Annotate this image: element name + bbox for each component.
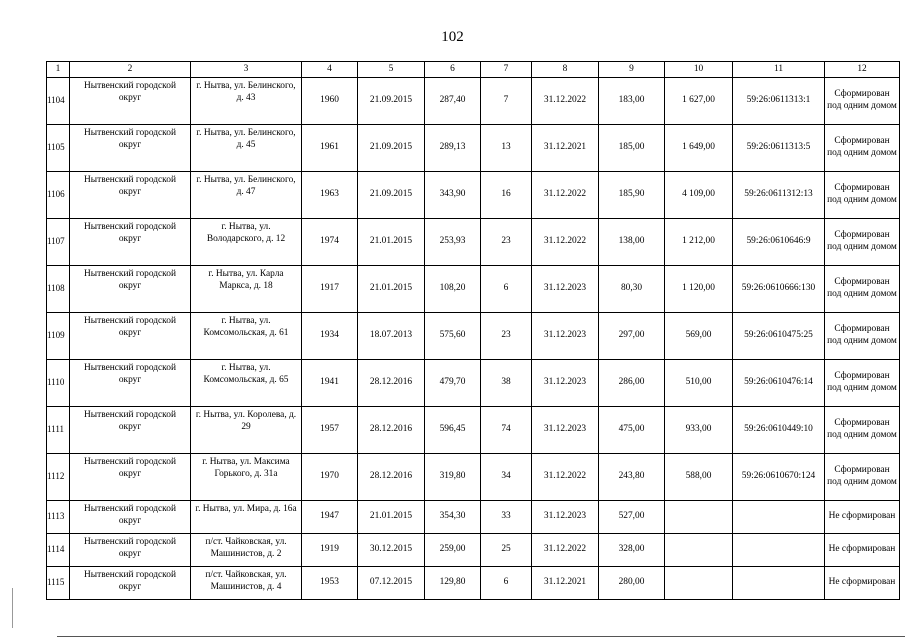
municipality-cell: Нытвенский городской округ: [70, 313, 191, 360]
address-cell: г. Нытва, ул. Мира, д. 16а: [191, 501, 302, 534]
table-row: [47, 360, 900, 407]
row-number-cell: 1112: [47, 454, 70, 501]
resettlement-date-cell: 31.12.2022: [532, 78, 599, 125]
area-cell: 259,00: [425, 534, 481, 567]
residents-cell: 74: [481, 407, 532, 454]
land-status-cell: Сформирован под одним домом: [825, 313, 900, 360]
row-number-cell: 1114: [47, 534, 70, 567]
address-cell: п/ст. Чайковская, ул. Машинистов, д. 4: [191, 567, 302, 600]
residents-cell: 23: [481, 313, 532, 360]
land-status-cell: Сформирован под одним домом: [825, 125, 900, 172]
residents-cell: 33: [481, 501, 532, 534]
land-status-cell: Сформирован под одним домом: [825, 172, 900, 219]
year-built-cell: 1917: [302, 266, 358, 313]
row-number-cell: 1106: [47, 172, 70, 219]
municipality-cell: Нытвенский городской округ: [70, 78, 191, 125]
living-area-cell: 328,00: [599, 534, 665, 567]
resettlement-date-cell: 31.12.2023: [532, 407, 599, 454]
address-cell: г. Нытва, ул. Белинского, д. 47: [191, 172, 302, 219]
cadastral-number-cell: 59:26:0610666:130: [733, 266, 825, 313]
land-area-cell: 1 120,00: [665, 266, 733, 313]
survey-date-cell: 30.12.2015: [358, 534, 425, 567]
address-cell: г. Нытва, ул. Комсомольская, д. 65: [191, 360, 302, 407]
year-built-cell: 1970: [302, 454, 358, 501]
cadastral-number-cell: [733, 534, 825, 567]
header-row: [47, 62, 900, 78]
survey-date-cell: 21.01.2015: [358, 266, 425, 313]
resettlement-date-cell: 31.12.2022: [532, 172, 599, 219]
cadastral-number-cell: 59:26:0610475:25: [733, 313, 825, 360]
cadastral-number-cell: [733, 501, 825, 534]
living-area-cell: 80,30: [599, 266, 665, 313]
municipality-cell: Нытвенский городской округ: [70, 172, 191, 219]
survey-date-cell: 28.12.2016: [358, 454, 425, 501]
municipality-cell: Нытвенский городской округ: [70, 266, 191, 313]
table-row: [47, 454, 900, 501]
survey-date-cell: 28.12.2016: [358, 360, 425, 407]
survey-date-cell: 21.09.2015: [358, 172, 425, 219]
table-row: [47, 125, 900, 172]
land-area-cell: 1 627,00: [665, 78, 733, 125]
resettlement-date-cell: 31.12.2022: [532, 534, 599, 567]
year-built-cell: 1947: [302, 501, 358, 534]
land-area-cell: 933,00: [665, 407, 733, 454]
survey-date-cell: 28.12.2016: [358, 407, 425, 454]
cadastral-number-cell: 59:26:0610646:9: [733, 219, 825, 266]
year-built-cell: 1974: [302, 219, 358, 266]
bottom-rule: [57, 636, 905, 637]
cadastral-number-cell: 59:26:0611312:13: [733, 172, 825, 219]
land-status-cell: Сформирован под одним домом: [825, 454, 900, 501]
row-number-cell: 1104: [47, 78, 70, 125]
living-area-cell: 286,00: [599, 360, 665, 407]
row-number-cell: 1105: [47, 125, 70, 172]
column-header-11: 11: [733, 62, 825, 78]
scan-margin-mark: [12, 588, 13, 628]
living-area-cell: 185,00: [599, 125, 665, 172]
residents-cell: 16: [481, 172, 532, 219]
survey-date-cell: 21.09.2015: [358, 125, 425, 172]
year-built-cell: 1941: [302, 360, 358, 407]
municipality-cell: Нытвенский городской округ: [70, 219, 191, 266]
row-number-cell: 1109: [47, 313, 70, 360]
cadastral-number-cell: 59:26:0610476:14: [733, 360, 825, 407]
year-built-cell: 1963: [302, 172, 358, 219]
area-cell: 289,13: [425, 125, 481, 172]
area-cell: 596,45: [425, 407, 481, 454]
resettlement-date-cell: 31.12.2021: [532, 567, 599, 600]
area-cell: 287,40: [425, 78, 481, 125]
cadastral-number-cell: 59:26:0611313:5: [733, 125, 825, 172]
address-cell: г. Нытва, ул. Белинского, д. 43: [191, 78, 302, 125]
table-row: [47, 534, 900, 567]
year-built-cell: 1960: [302, 78, 358, 125]
address-cell: г. Нытва, ул. Комсомольская, д. 61: [191, 313, 302, 360]
municipality-cell: Нытвенский городской округ: [70, 360, 191, 407]
land-status-cell: Сформирован под одним домом: [825, 266, 900, 313]
column-header-1: 1: [47, 62, 70, 78]
table-body: [47, 62, 900, 600]
cadastral-number-cell: [733, 567, 825, 600]
table-row: [47, 313, 900, 360]
municipality-cell: Нытвенский городской округ: [70, 501, 191, 534]
land-area-cell: 588,00: [665, 454, 733, 501]
column-header-5: 5: [358, 62, 425, 78]
living-area-cell: 527,00: [599, 501, 665, 534]
cadastral-number-cell: 59:26:0610670:124: [733, 454, 825, 501]
land-status-cell: Не сформирован: [825, 501, 900, 534]
table-row: [47, 567, 900, 600]
table-row: [47, 407, 900, 454]
cadastral-number-cell: 59:26:0611313:1: [733, 78, 825, 125]
column-header-8: 8: [532, 62, 599, 78]
residents-cell: 34: [481, 454, 532, 501]
survey-date-cell: 21.09.2015: [358, 78, 425, 125]
residents-cell: 25: [481, 534, 532, 567]
municipality-cell: Нытвенский городской округ: [70, 567, 191, 600]
land-area-cell: 1 212,00: [665, 219, 733, 266]
land-status-cell: Сформирован под одним домом: [825, 219, 900, 266]
residents-cell: 23: [481, 219, 532, 266]
area-cell: 319,80: [425, 454, 481, 501]
land-area-cell: 1 649,00: [665, 125, 733, 172]
municipality-cell: Нытвенский городской округ: [70, 407, 191, 454]
address-cell: г. Нытва, ул. Королева, д. 29: [191, 407, 302, 454]
living-area-cell: 183,00: [599, 78, 665, 125]
table-row: [47, 266, 900, 313]
resettlement-date-cell: 31.12.2023: [532, 266, 599, 313]
area-cell: 108,20: [425, 266, 481, 313]
residents-cell: 38: [481, 360, 532, 407]
area-cell: 354,30: [425, 501, 481, 534]
table-row: [47, 78, 900, 125]
row-number-cell: 1115: [47, 567, 70, 600]
resettlement-date-cell: 31.12.2023: [532, 501, 599, 534]
municipality-cell: Нытвенский городской округ: [70, 454, 191, 501]
survey-date-cell: 21.01.2015: [358, 501, 425, 534]
land-area-cell: [665, 567, 733, 600]
address-cell: г. Нытва, ул. Максима Горького, д. 31а: [191, 454, 302, 501]
column-header-12: 12: [825, 62, 900, 78]
survey-date-cell: 21.01.2015: [358, 219, 425, 266]
residents-cell: 13: [481, 125, 532, 172]
row-number-cell: 1110: [47, 360, 70, 407]
area-cell: 479,70: [425, 360, 481, 407]
land-area-cell: 4 109,00: [665, 172, 733, 219]
land-status-cell: Сформирован под одним домом: [825, 407, 900, 454]
address-cell: г. Нытва, ул. Карла Маркса, д. 18: [191, 266, 302, 313]
living-area-cell: 475,00: [599, 407, 665, 454]
land-status-cell: Сформирован под одним домом: [825, 360, 900, 407]
year-built-cell: 1957: [302, 407, 358, 454]
page-number: 102: [441, 29, 464, 45]
survey-date-cell: 07.12.2015: [358, 567, 425, 600]
row-number-cell: 1111: [47, 407, 70, 454]
area-cell: 575,60: [425, 313, 481, 360]
residents-cell: 7: [481, 78, 532, 125]
area-cell: 129,80: [425, 567, 481, 600]
land-status-cell: Не сформирован: [825, 567, 900, 600]
resettlement-date-cell: 31.12.2023: [532, 313, 599, 360]
living-area-cell: 280,00: [599, 567, 665, 600]
year-built-cell: 1919: [302, 534, 358, 567]
year-built-cell: 1934: [302, 313, 358, 360]
column-header-2: 2: [70, 62, 191, 78]
table-row: [47, 501, 900, 534]
residents-cell: 6: [481, 266, 532, 313]
living-area-cell: 297,00: [599, 313, 665, 360]
municipality-cell: Нытвенский городской округ: [70, 534, 191, 567]
survey-date-cell: 18.07.2013: [358, 313, 425, 360]
land-area-cell: [665, 501, 733, 534]
column-header-6: 6: [425, 62, 481, 78]
row-number-cell: 1107: [47, 219, 70, 266]
address-cell: г. Нытва, ул. Володарского, д. 12: [191, 219, 302, 266]
year-built-cell: 1953: [302, 567, 358, 600]
row-number-cell: 1113: [47, 501, 70, 534]
residents-cell: 6: [481, 567, 532, 600]
area-cell: 343,90: [425, 172, 481, 219]
resettlement-date-cell: 31.12.2022: [532, 454, 599, 501]
land-area-cell: [665, 534, 733, 567]
living-area-cell: 185,90: [599, 172, 665, 219]
address-cell: г. Нытва, ул. Белинского, д. 45: [191, 125, 302, 172]
land-area-cell: 510,00: [665, 360, 733, 407]
address-cell: п/ст. Чайковская, ул. Машинистов, д. 2: [191, 534, 302, 567]
living-area-cell: 243,80: [599, 454, 665, 501]
column-header-9: 9: [599, 62, 665, 78]
column-header-7: 7: [481, 62, 532, 78]
row-number-cell: 1108: [47, 266, 70, 313]
column-header-3: 3: [191, 62, 302, 78]
column-header-10: 10: [665, 62, 733, 78]
municipality-cell: Нытвенский городской округ: [70, 125, 191, 172]
living-area-cell: 138,00: [599, 219, 665, 266]
resettlement-date-cell: 31.12.2021: [532, 125, 599, 172]
table-row: [47, 172, 900, 219]
area-cell: 253,93: [425, 219, 481, 266]
land-area-cell: 569,00: [665, 313, 733, 360]
year-built-cell: 1961: [302, 125, 358, 172]
land-status-cell: Не сформирован: [825, 534, 900, 567]
resettlement-date-cell: 31.12.2023: [532, 360, 599, 407]
table-row: [47, 219, 900, 266]
land-status-cell: Сформирован под одним домом: [825, 78, 900, 125]
cadastral-number-cell: 59:26:0610449:10: [733, 407, 825, 454]
registry-table: [46, 61, 900, 600]
resettlement-date-cell: 31.12.2022: [532, 219, 599, 266]
column-header-4: 4: [302, 62, 358, 78]
